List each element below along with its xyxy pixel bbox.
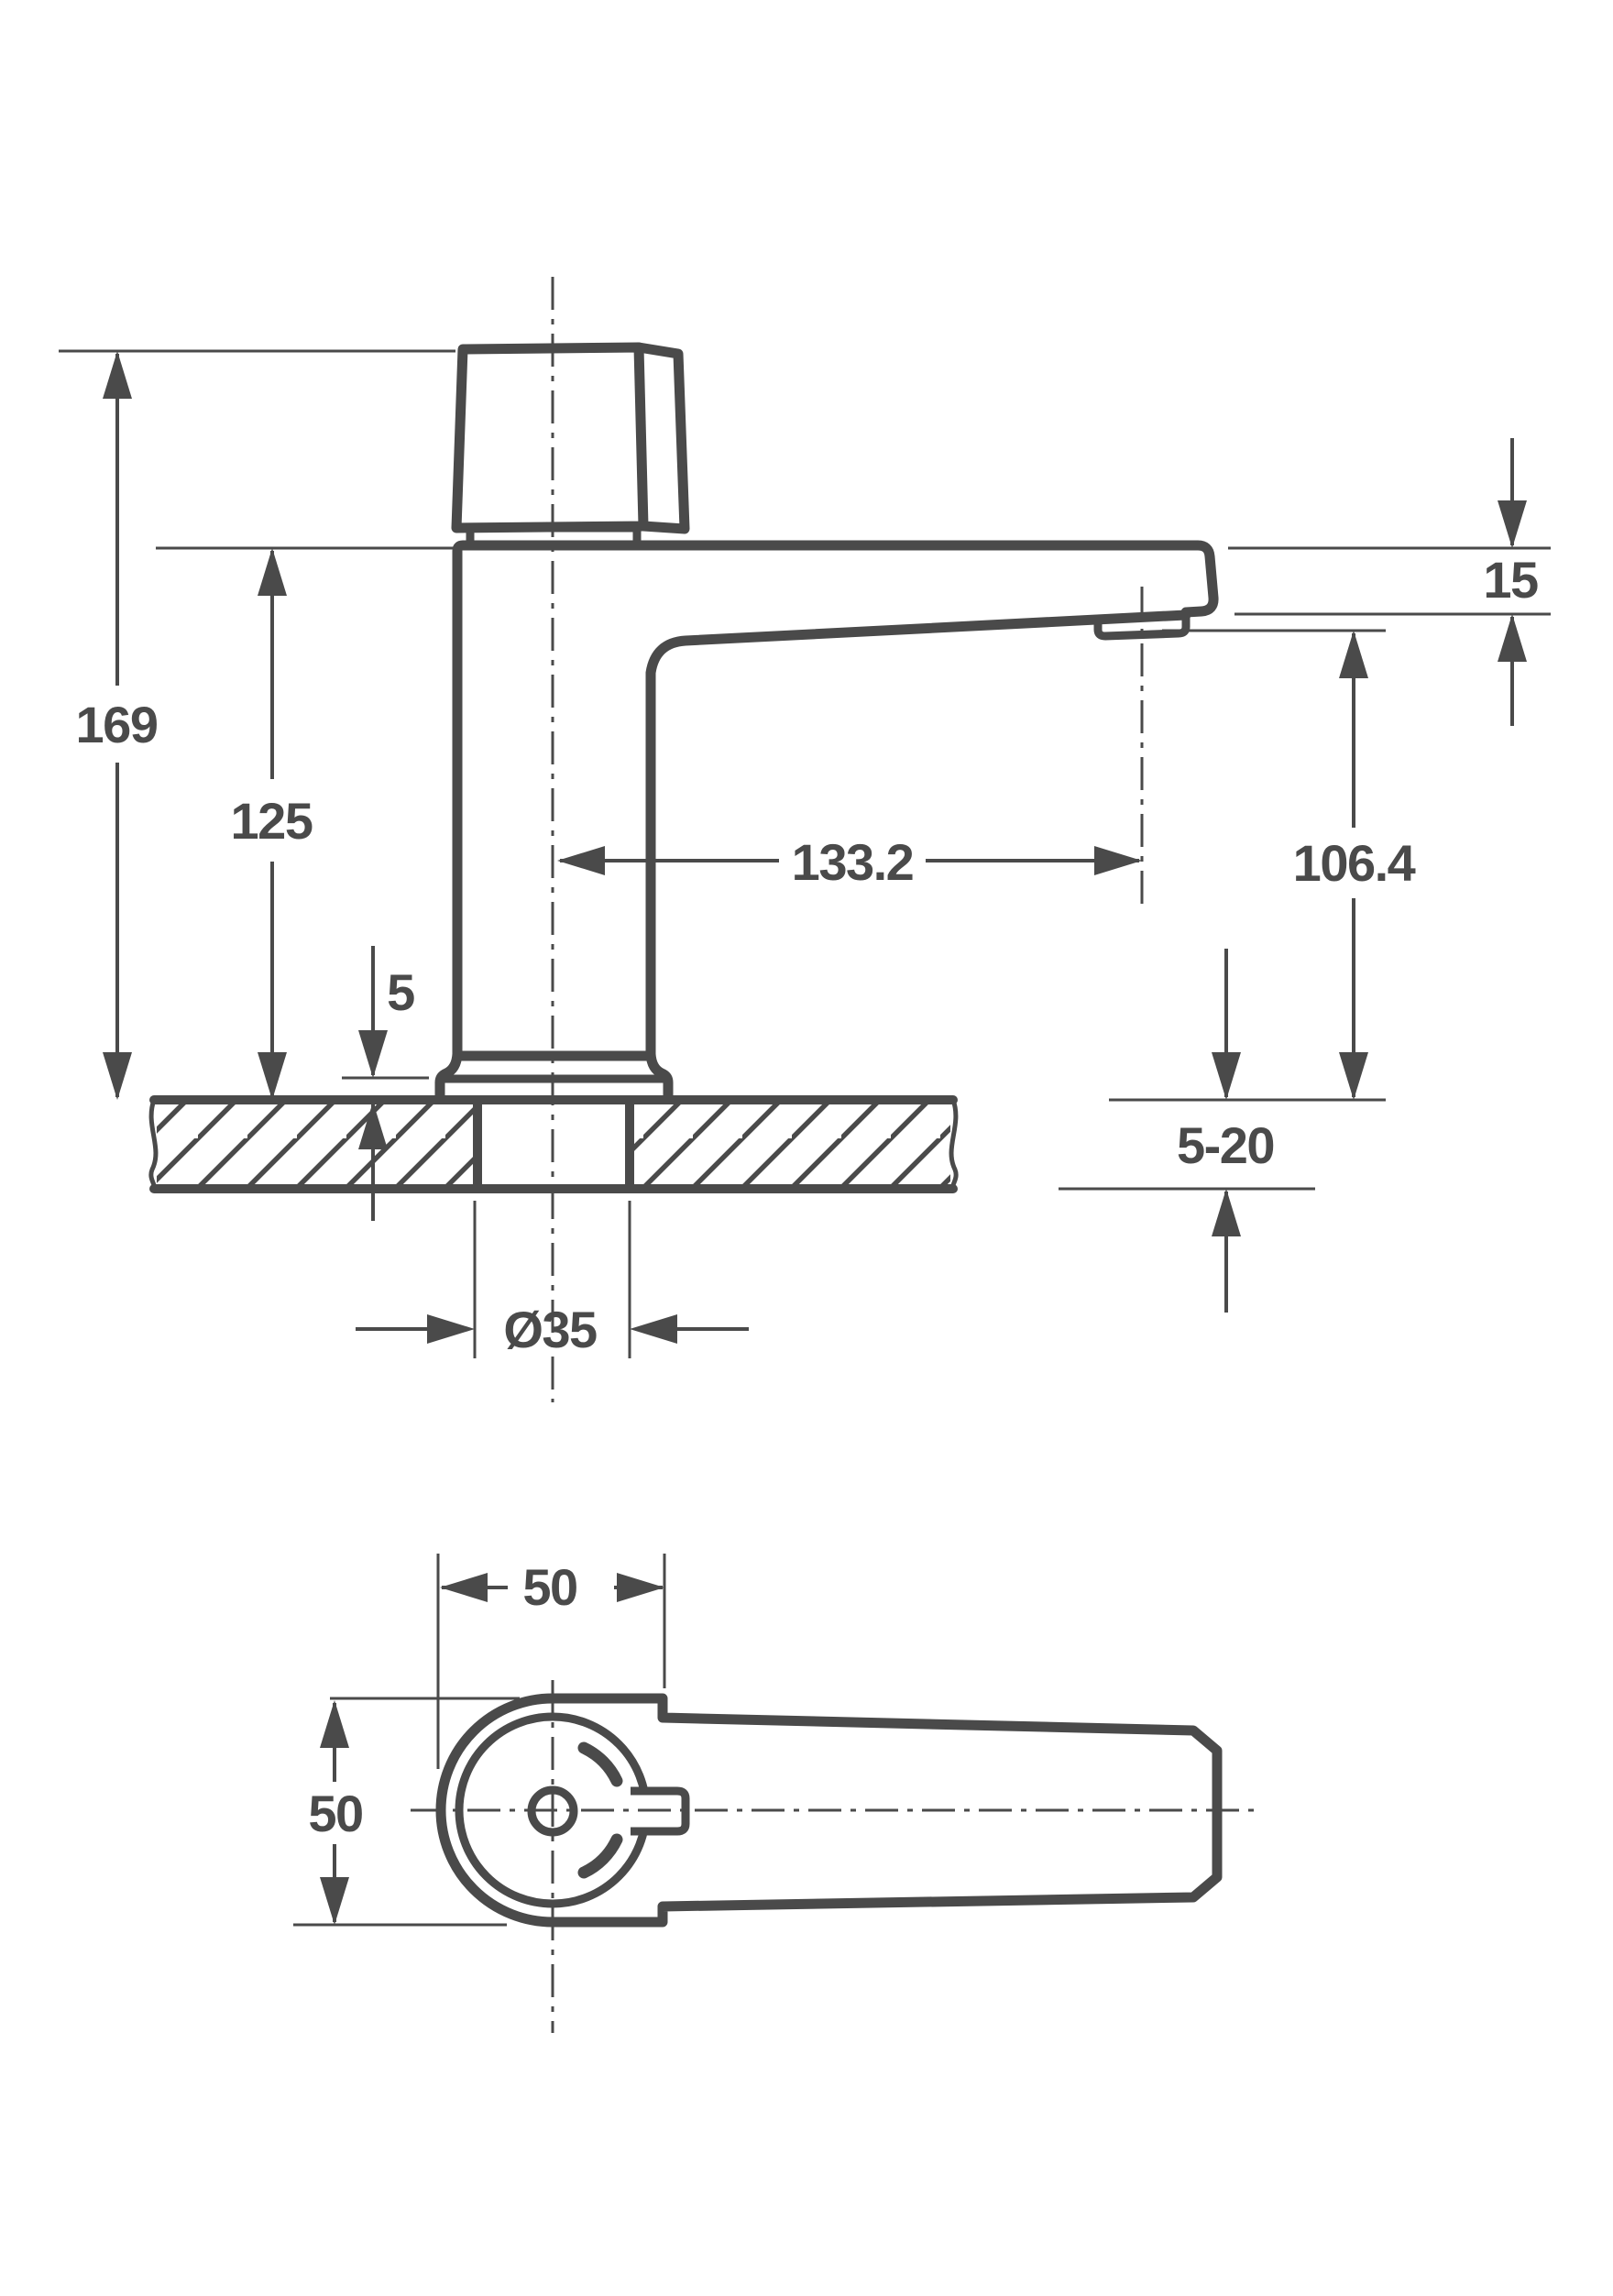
dimension-spout-tip-depth (1483, 438, 1538, 726)
faucet-side-outline (440, 347, 1213, 1097)
arrow-right-icon (1094, 846, 1142, 875)
arrow-up-icon (103, 351, 132, 399)
arrow-left-icon (630, 1314, 677, 1344)
arrow-right-icon (617, 1573, 664, 1602)
arrow-down-icon (1212, 1052, 1241, 1100)
plan-slot-lower (584, 1840, 617, 1873)
arrow-right-icon (427, 1314, 475, 1344)
dim-label-mount-thickness: 5-20 (1176, 1116, 1275, 1174)
dimension-plan-depth (308, 1700, 362, 1925)
arrow-down-icon (258, 1052, 287, 1100)
arrow-down-icon (320, 1877, 349, 1925)
dimension-outlet-height (1293, 631, 1416, 1100)
dim-label-spout-tip-depth: 15 (1483, 551, 1538, 609)
arrow-up-icon (258, 548, 287, 596)
handle-front-face (456, 347, 643, 528)
arrow-up-icon (1212, 1189, 1241, 1236)
arrow-down-icon (358, 1030, 388, 1078)
dimension-plan-width (440, 1558, 664, 1616)
dim-label-plan-width: 50 (522, 1558, 577, 1616)
dim-label-spout-reach: 133.2 (791, 833, 914, 891)
arrow-down-icon (1498, 500, 1527, 548)
plan-slot-upper (584, 1748, 617, 1781)
arrow-up-icon (1339, 631, 1368, 678)
side-view (59, 277, 1551, 1402)
dim-label-base-height: 5 (387, 963, 414, 1021)
arrow-down-icon (103, 1052, 132, 1100)
spout-underside-and-body-right (651, 615, 1186, 1056)
dimension-mount-thickness (1177, 949, 1274, 1313)
dim-label-outlet-height: 106.4 (1292, 834, 1415, 892)
dimension-overall-height (76, 351, 158, 1100)
top-view (293, 1554, 1257, 2033)
deck-break-right (951, 1100, 956, 1189)
deck-hatch-right (632, 1104, 950, 1185)
arrow-down-icon (1339, 1052, 1368, 1100)
deck-hatch-left (157, 1104, 475, 1185)
arrow-up-icon (320, 1700, 349, 1748)
deck-break-left (151, 1100, 156, 1189)
dimension-body-height (231, 548, 313, 1100)
arrow-up-icon (1498, 614, 1527, 662)
dim-label-overall-height: 169 (75, 696, 158, 753)
dim-label-body-height: 125 (230, 792, 313, 850)
dim-label-hole-diameter: Ø35 (503, 1301, 597, 1358)
dimension-hole-diameter (356, 1301, 749, 1358)
arrow-left-icon (440, 1573, 488, 1602)
dimension-spout-reach (557, 833, 1142, 891)
dim-label-plan-depth: 50 (308, 1785, 363, 1842)
arrow-left-icon (557, 846, 605, 875)
